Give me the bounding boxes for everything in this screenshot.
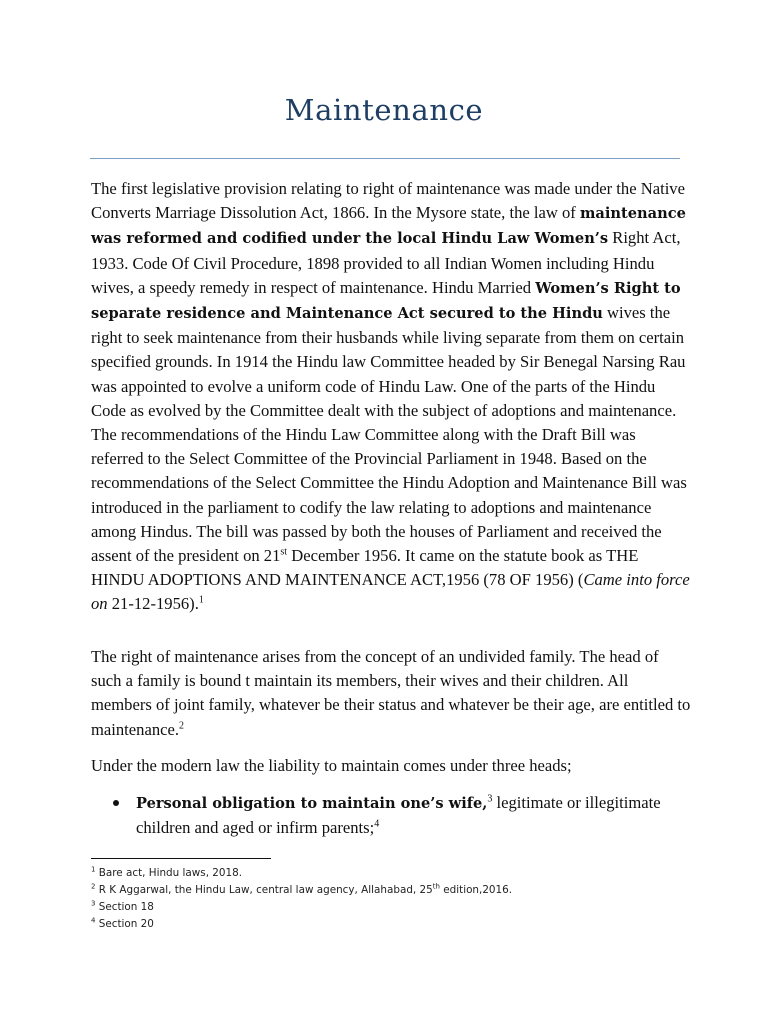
footnote-ref[interactable]: 1 — [198, 594, 204, 606]
footnote-ref[interactable]: 2 — [179, 720, 184, 732]
footnote-number: 1 — [91, 865, 96, 874]
paragraph-text: December 1956. It came on the statute book as THE HINDU ADOPTIONS AND MAINTENANCE ACT,1956 (78 OF 1956) ( — [91, 546, 639, 590]
footnote-item — [91, 916, 691, 933]
paragraph-text: The first legislative provision relating to right of maintenance was made under the Native Converts Marriage Dissolution Act, 1866. In the Mysore state, the law of — [91, 179, 685, 223]
italic-text: Came into force on — [91, 570, 690, 614]
footnote-number: 4 — [91, 916, 96, 925]
footnote-number: 3 — [91, 899, 96, 908]
footnote-item — [91, 899, 691, 916]
footnote-text: Section 18 — [95, 901, 154, 913]
list-item — [91, 791, 691, 840]
list-item-text: legitimate or illegitimate children and aged or infirm parents; — [136, 793, 661, 838]
paragraph-modern-law: Under the modern law the liability to maintain comes under three heads; — [91, 756, 572, 775]
ordinal-superscript: th — [432, 882, 440, 891]
paragraph-text: wives the right to seek maintenance from their husbands while living separate from them on certain specified grounds. In 1914 the Hindu law Committee headed by Sir Benegal Narsing Rau was appointed to evolve a uniform code of Hindu Law. One of the parts of the Hindu Code as evolved by the Committee dealt with the subject of adoptions and maintenance. The recommendations of the Hindu Law Committee along with the Draft Bill was referred to the Select Committee of the Provincial Parliament in 1948. Based on the recommendations of the Select Committee the Hindu Adoption and Maintenance Bill was introduced in the parliament to codify the law relating to adoptions and maintenance among Hindus. The bill was passed by both the houses of Parliament and received the assent of the president on 21 — [91, 303, 687, 566]
paragraph-undivided-family — [91, 645, 691, 742]
footnote-separator — [91, 858, 271, 859]
document-title: Maintenance — [284, 93, 484, 127]
footnote-ref[interactable]: 4 — [374, 818, 380, 830]
liability-list — [91, 791, 691, 840]
footnote-text: edition,2016. — [439, 884, 513, 896]
footnotes — [91, 865, 691, 933]
paragraph-text: The right of maintenance arises from the concept of an undivided family. The head of such a family is bound t maintain its members, their wives and their children. All members of joint family, whatever be their status and whatever be their age, are entitled to maintenance. — [91, 647, 691, 739]
footnote-text: R K Aggarwal, the Hindu Law, central law agency, Allahabad, 25 — [95, 884, 433, 896]
title-divider — [90, 158, 680, 159]
footnote-text: Bare act, Hindu laws, 2018. — [95, 867, 243, 879]
footnote-ref[interactable]: 3 — [487, 793, 493, 805]
paragraph-history — [91, 177, 691, 617]
paragraph-highlight: Women’s Right to separate residence and Maintenance Act secured to the Hindu — [91, 279, 681, 323]
list-item-bold: Personal obligation to maintain one’s wife, — [136, 795, 488, 812]
bullet-icon — [113, 800, 119, 806]
paragraph-text: 21-12-1956). — [107, 594, 199, 614]
paragraph-highlight: maintenance was reformed and codified under the local Hindu Law Women’s — [91, 205, 686, 248]
footnote-text: Section 20 — [95, 918, 154, 930]
paragraph-text: Right Act, 1933. Code Of Civil Procedure, 1898 provided to all Indian Women including Hindu wives, a speedy remedy in respect of maintenance. Hindu Married — [91, 228, 681, 297]
footnote-item — [91, 882, 691, 899]
footnote-number: 2 — [91, 882, 96, 891]
footnote-item — [91, 865, 691, 882]
ordinal-superscript: st — [280, 546, 288, 558]
